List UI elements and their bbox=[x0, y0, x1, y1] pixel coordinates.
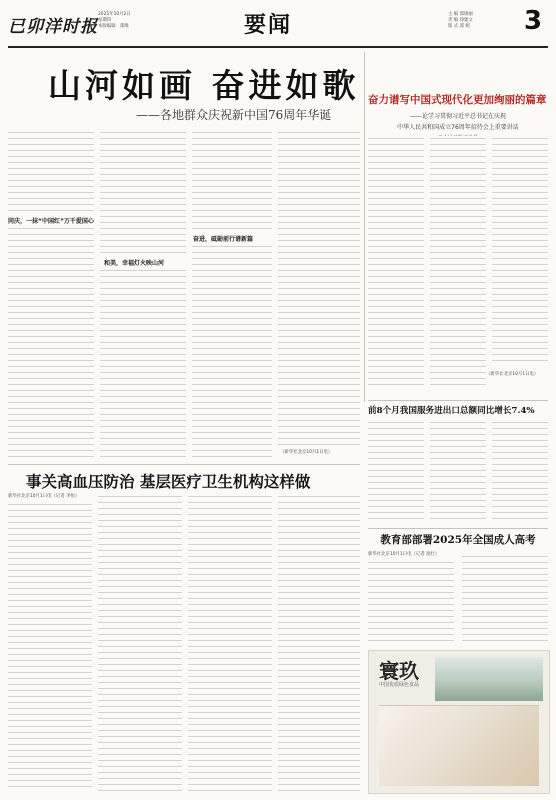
lead-column bbox=[192, 244, 272, 458]
trade-column bbox=[492, 420, 548, 520]
trade-story bbox=[368, 404, 548, 524]
staff-line: 主 编 邵锦丽 bbox=[448, 12, 473, 17]
masthead-date: 2025年10月2日 bbox=[98, 12, 131, 17]
lead-column bbox=[278, 130, 360, 450]
lead-section-heading: 同庆，一抹“中国红”万千爱国心 bbox=[8, 218, 94, 225]
trade-column bbox=[430, 420, 486, 520]
trade-title: 前8个月我国服务进出口总额同比增长7.4% bbox=[368, 406, 535, 416]
lead-byline: （新华社北京10月1日电） bbox=[280, 450, 333, 455]
exam-column bbox=[462, 554, 548, 646]
health-column bbox=[98, 494, 182, 792]
masthead-info bbox=[98, 12, 178, 31]
lead-body bbox=[8, 130, 360, 458]
masthead-weekday: 星期四 bbox=[98, 18, 112, 24]
health-dateline: 新华社北京10月1日电（记者 李恒） bbox=[8, 494, 80, 499]
exam-story bbox=[368, 532, 548, 646]
commentary-subtitle: ——论学习贯彻习近平总书记在庆祝 bbox=[409, 113, 506, 120]
lead-title: 山河如画 奋进如歌 bbox=[48, 66, 360, 105]
advertisement bbox=[368, 650, 550, 794]
exam-column bbox=[368, 560, 454, 646]
commentary-subtitle: 中华人民共和国成立76周年招待会上重要讲话 bbox=[397, 124, 519, 131]
masthead-editor: 本版编辑：邵维 bbox=[98, 24, 129, 30]
ad-landscape-image bbox=[435, 657, 543, 701]
commentary-title: 奋力谱写中国式现代化更加绚丽的篇章 bbox=[368, 94, 547, 106]
newspaper-logo: 已卯洋时报 bbox=[8, 17, 98, 37]
section-title: 要闻 bbox=[244, 12, 293, 38]
lead-section-heading: 和美，幸福灯火映山河 bbox=[104, 260, 165, 267]
commentary-source: （新华社北京10月1日电） bbox=[486, 372, 539, 377]
commentary-block bbox=[368, 92, 548, 392]
masthead bbox=[8, 8, 548, 42]
lead-column bbox=[192, 130, 272, 230]
lead-column bbox=[8, 226, 94, 458]
health-column bbox=[188, 494, 272, 792]
health-column bbox=[8, 502, 92, 792]
health-column bbox=[278, 494, 360, 792]
staff-line: 责 编 徐建文 bbox=[448, 18, 473, 24]
trade-column bbox=[368, 420, 424, 520]
lead-subtitle: ——各地群众庆祝新中国76周年华诞 bbox=[136, 108, 332, 122]
lead-headline-block bbox=[8, 52, 360, 126]
health-story bbox=[8, 468, 360, 792]
lead-column bbox=[100, 268, 186, 458]
ad-product-image bbox=[379, 705, 539, 786]
lead-column bbox=[100, 130, 186, 254]
lead-section-heading: 奋进，砥砺前行谱新篇 bbox=[193, 236, 254, 243]
exam-title: 教育部部署2025年全国成人高考 bbox=[380, 534, 536, 546]
commentary-column bbox=[368, 136, 424, 386]
commentary-column bbox=[430, 136, 486, 386]
commentary-column bbox=[492, 136, 548, 366]
page-number: 3 bbox=[524, 6, 543, 36]
ad-caption: 中国优质绿色食品 bbox=[379, 682, 420, 688]
exam-dateline: 新华社北京10月1日电（记者 徐壮） bbox=[368, 552, 440, 557]
ad-logo: 寰玖 bbox=[379, 659, 419, 683]
masthead-staff bbox=[448, 12, 508, 31]
staff-line: 版 式 邵 妮 bbox=[448, 24, 470, 30]
lead-column bbox=[8, 130, 94, 214]
health-title: 事关高血压防治 基层医疗卫生机构这样做 bbox=[26, 472, 311, 491]
